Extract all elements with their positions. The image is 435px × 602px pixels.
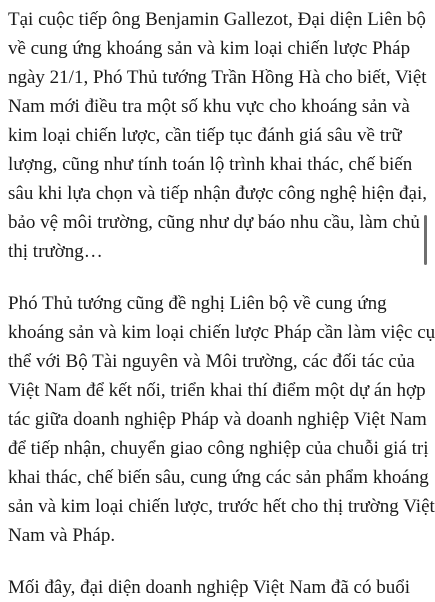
paragraph-2-line-1: Phó Thủ tướng cũng đề nghị Liên bộ về cung ứng bbox=[8, 293, 387, 314]
paragraph-2-line-2: khoáng sản và kim loại chiến lược Pháp cần làm việc cụ bbox=[8, 322, 435, 343]
paragraph-2-line-3: thể với Bộ Tài nguyên và Môi trường, các đối tác của bbox=[8, 351, 415, 372]
paragraph-1-line-5: kim loại chiến lược, cần tiếp tục đánh giá sâu về trữ bbox=[8, 125, 402, 146]
paragraph-1-line-3: ngày 21/1, Phó Thủ tướng Trần Hồng Hà cho biết, Việt bbox=[8, 67, 427, 88]
paragraph-1 bbox=[8, 5, 427, 266]
paragraph-3-line-1: Mối đây, đại diện doanh nghiệp Việt Nam đã có buổi bbox=[8, 577, 410, 598]
paragraph-1-line-6: lượng, cũng như tính toán lộ trình khai thác, chế biến bbox=[8, 154, 413, 175]
paragraph-2 bbox=[8, 289, 435, 550]
article-body bbox=[8, 0, 435, 598]
paragraph-1-line-2: về cung ứng khoáng sản và kim loại chiến lược Pháp bbox=[8, 38, 411, 59]
paragraph-2-line-4: Việt Nam để kết nối, triển khai thí điểm một dự án hợp bbox=[8, 380, 426, 401]
paragraph-1-line-8: bảo vệ môi trường, cũng như dự báo nhu cầu, làm chủ bbox=[8, 212, 420, 233]
paragraph-2-line-8: sản và kim loại chiến lược, trước hết cho thị trường Việt bbox=[8, 496, 435, 517]
paragraph-1-line-9: thị trường… bbox=[8, 241, 103, 262]
paragraph-2-line-5: tác giữa doanh nghiệp Pháp và doanh nghiệp Việt Nam bbox=[8, 409, 427, 430]
paragraph-2-line-9: Nam và Pháp. bbox=[8, 525, 116, 546]
paragraph-1-line-7: sâu khi lựa chọn và tiếp nhận được công nghệ hiện đại, bbox=[8, 183, 427, 204]
paragraph-1-line-1: Tại cuộc tiếp ông Benjamin Gallezot, Đại diện Liên bộ bbox=[8, 9, 426, 30]
paragraph-3-partial bbox=[8, 573, 418, 598]
vertical-scrollbar[interactable] bbox=[424, 215, 427, 265]
paragraph-2-line-7: khai thác, chế biến sâu, cung ứng các sản phẩm khoáng bbox=[8, 467, 429, 488]
paragraph-2-line-6: để tiếp nhận, chuyển giao công nghiệp của chuỗi giá trị bbox=[8, 438, 429, 459]
paragraph-1-line-4: Nam mới điều tra một số khu vực cho khoáng sản và bbox=[8, 96, 410, 117]
